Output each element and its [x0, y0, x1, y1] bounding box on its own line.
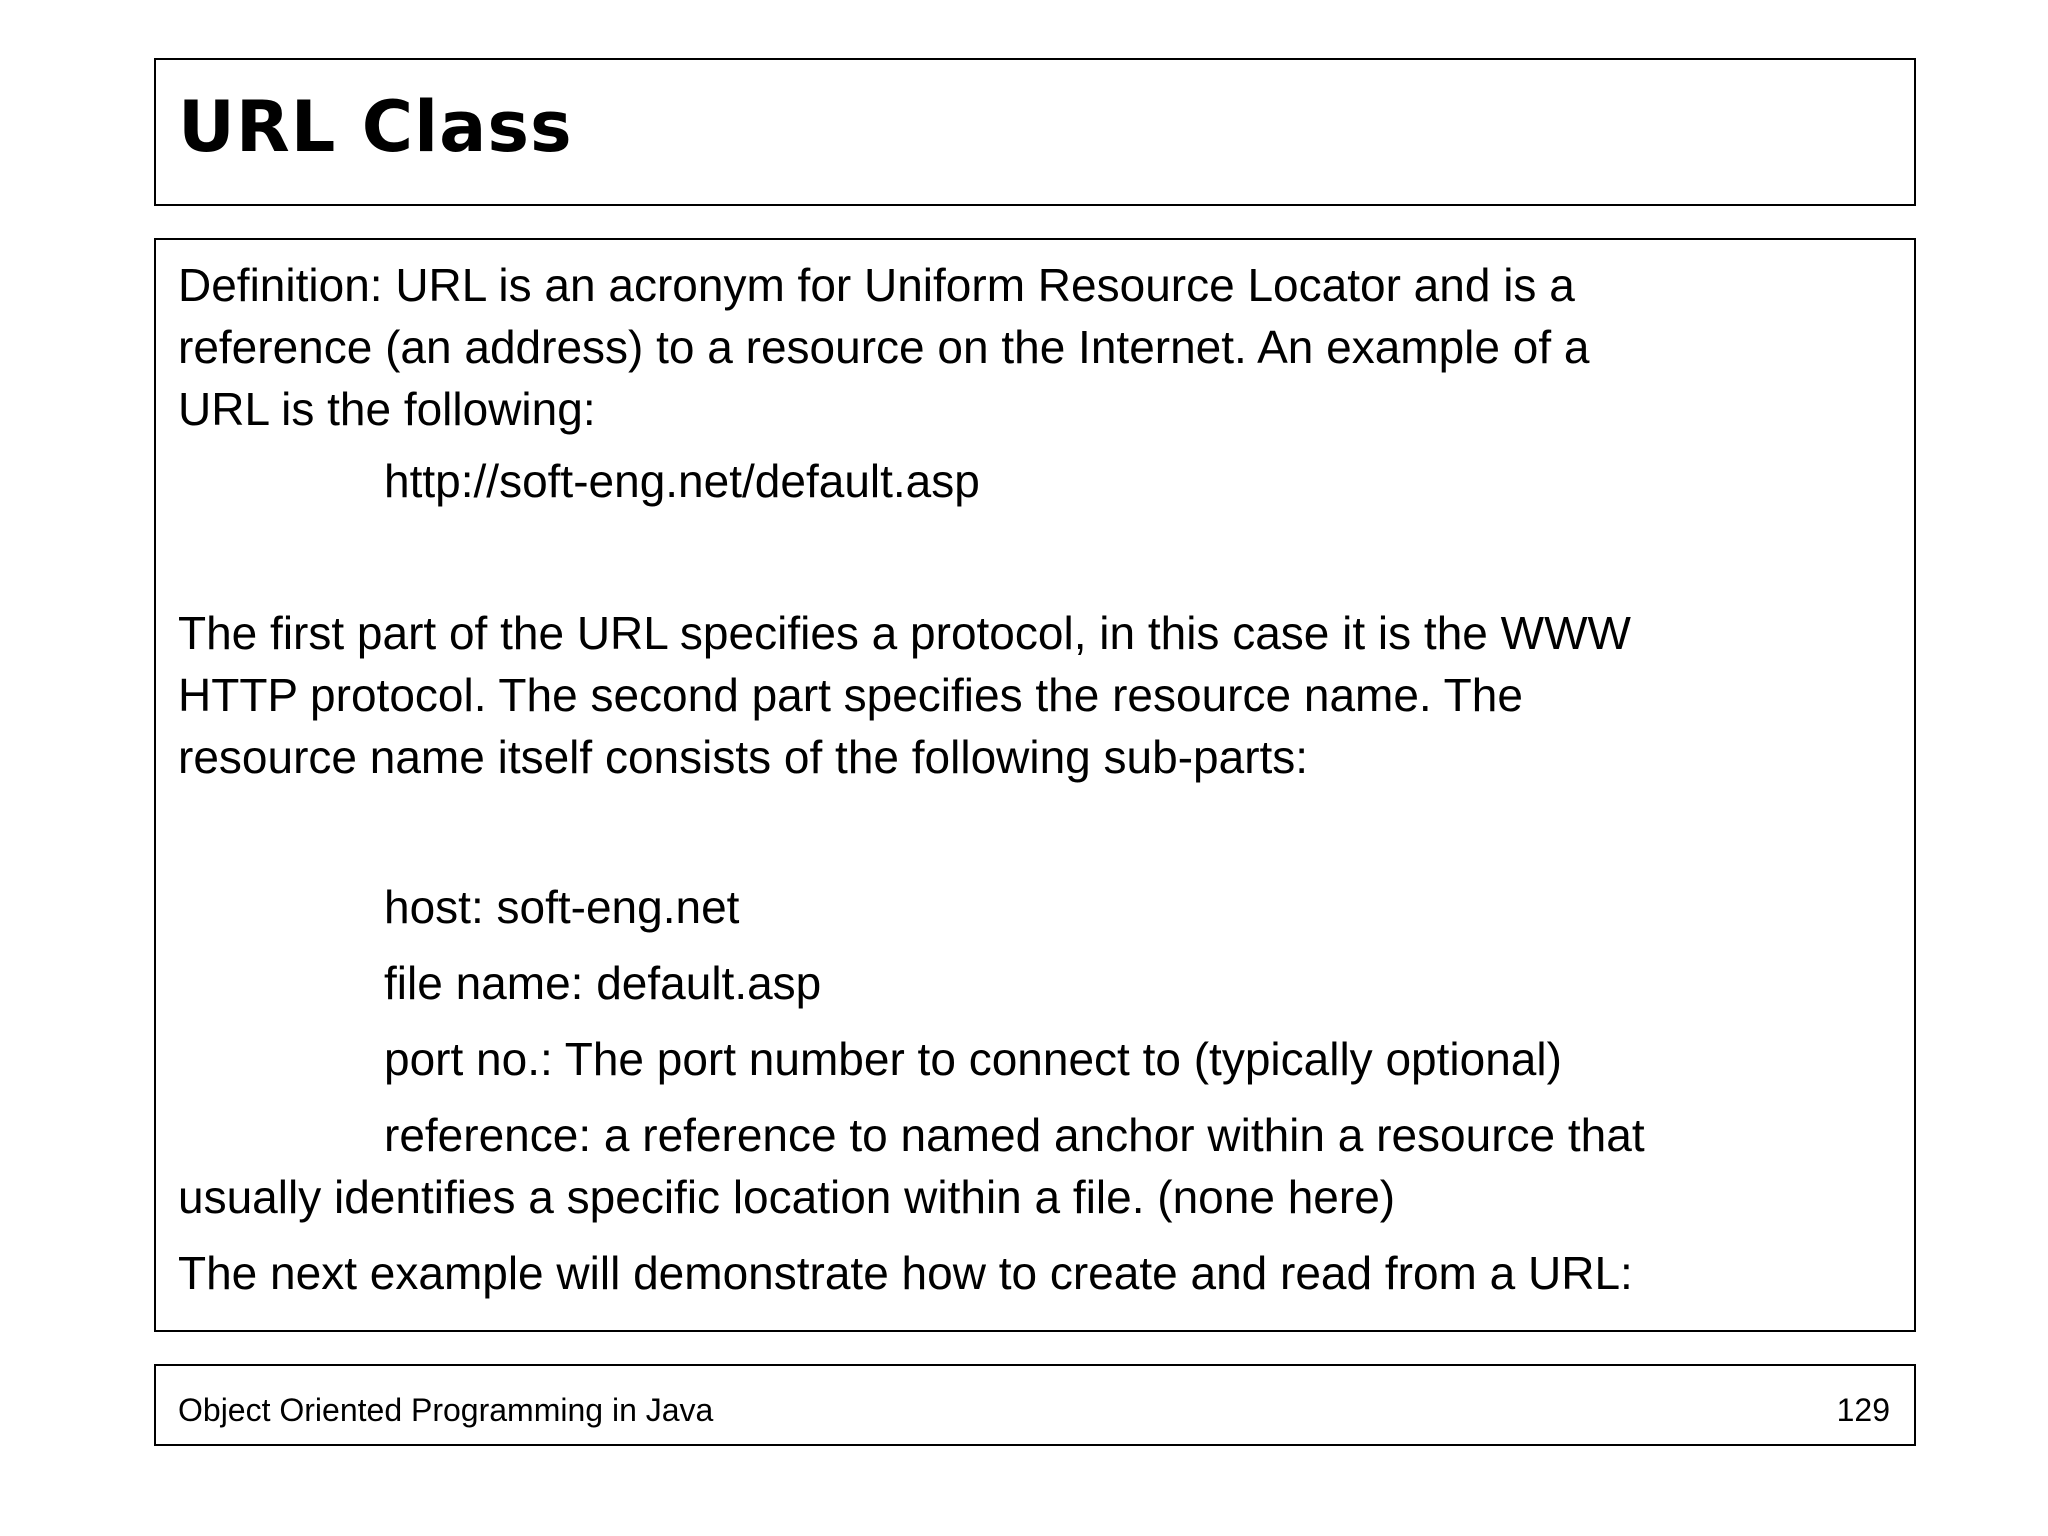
subpart-reference-line-1: reference: a reference to named anchor within a resource that: [384, 1109, 1645, 1161]
subpart-port: port no.: The port number to connect to (typically optional): [384, 1033, 1562, 1085]
subpart-reference-line-2: usually identifies a specific location within a file. (none here): [178, 1171, 1396, 1223]
protocol-line-3: resource name itself consists of the following sub-parts:: [178, 731, 1309, 783]
page-number: 129: [1836, 1392, 1890, 1428]
definition-line-2: reference (an address) to a resource on the Internet. An example of a: [178, 321, 1590, 373]
closing-line: The next example will demonstrate how to create and read from a URL:: [178, 1247, 1633, 1299]
definition-line-1: Definition: URL is an acronym for Uniform Resource Locator and is a: [178, 259, 1575, 311]
subpart-host: host: soft-eng.net: [384, 881, 740, 933]
title-box: [154, 58, 1916, 206]
content-box: [154, 238, 1916, 1332]
example-url: http://soft-eng.net/default.asp: [384, 455, 980, 507]
protocol-line-2: HTTP protocol. The second part specifies the resource name. The: [178, 669, 1523, 721]
definition-line-3: URL is the following:: [178, 383, 596, 435]
slide-title: URL Class: [178, 86, 573, 168]
subpart-file-name: file name: default.asp: [384, 957, 822, 1009]
footer-box: [154, 1364, 1916, 1446]
footer-course-title: Object Oriented Programming in Java: [178, 1392, 714, 1428]
protocol-line-1: The first part of the URL specifies a protocol, in this case it is the WWW: [178, 607, 1631, 659]
